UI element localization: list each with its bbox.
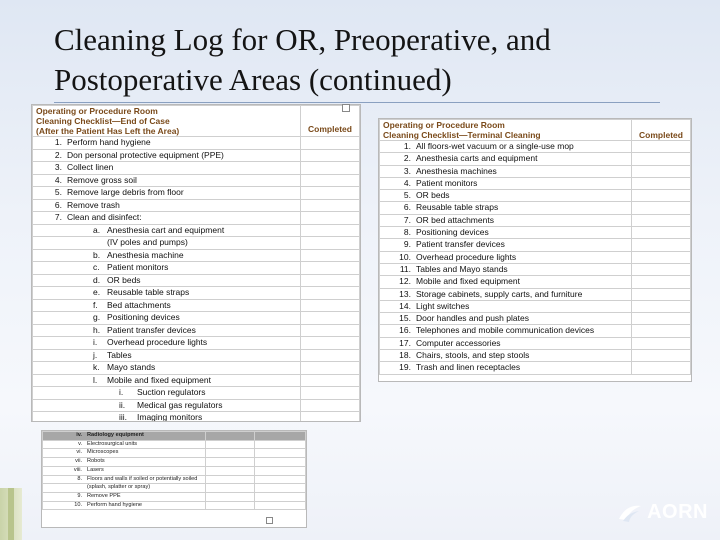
checklist-row [380, 251, 691, 263]
item-number: 6. [380, 202, 414, 214]
checklist-row [33, 349, 360, 362]
completed-checkbox-cell[interactable] [632, 276, 691, 288]
checklist-row [380, 214, 691, 226]
item-number: i. [119, 387, 124, 397]
completed-checkbox-cell[interactable] [301, 374, 360, 387]
checklist-row [380, 300, 691, 312]
item-text: Perform hand hygiene [84, 501, 206, 510]
item-text: Tables [107, 349, 132, 360]
item-number: 9. [43, 492, 85, 501]
item-text: Light switches [413, 300, 632, 312]
item-number: viii. [43, 466, 85, 475]
item-number: h. [93, 324, 101, 335]
item-number: 6. [33, 199, 65, 212]
item-number: 4. [33, 174, 65, 187]
item-text-cell [64, 237, 301, 250]
checklist-row [380, 177, 691, 189]
item-number: a. [93, 224, 101, 235]
item-text: Collect linen [67, 162, 114, 172]
item-number: 15. [380, 313, 414, 325]
completed-checkbox-cell[interactable] [301, 137, 360, 150]
item-number [33, 249, 65, 262]
item-text [67, 300, 297, 312]
completed-checkbox-cell[interactable] [632, 362, 691, 374]
completed-checkbox-cell[interactable] [301, 274, 360, 287]
completed-checkbox-cell[interactable] [301, 387, 360, 400]
item-text [67, 325, 297, 337]
item-text [67, 350, 297, 362]
item-number: 2. [380, 153, 414, 165]
item-text: Mobile and fixed equipment [413, 276, 632, 288]
completed-checkbox-cell[interactable] [206, 484, 255, 493]
item-text [67, 275, 297, 287]
terminal-cleaning-table [379, 119, 691, 375]
item-number [33, 374, 65, 387]
checklist-row [380, 153, 691, 165]
item-number: iv. [43, 432, 85, 441]
item-number [33, 262, 65, 275]
item-number: i. [93, 337, 98, 347]
decorative-left-bar-accent [8, 488, 14, 540]
item-number: 1. [380, 141, 414, 153]
completed-checkbox-cell[interactable] [255, 466, 306, 475]
completed-checkbox-cell[interactable] [632, 165, 691, 177]
completed-checkbox-cell[interactable] [632, 202, 691, 214]
item-number: iii. [119, 412, 128, 422]
item-text: Chairs, stools, and step stools [413, 350, 632, 362]
item-number: 17. [380, 337, 414, 349]
checklist-row [33, 274, 360, 287]
item-number: 16. [380, 325, 414, 337]
completed-checkbox-cell[interactable] [301, 349, 360, 362]
item-text: Trash and linen receptacles [413, 362, 632, 374]
checklist-row [380, 288, 691, 300]
completed-checkbox-cell[interactable] [301, 324, 360, 337]
item-text [67, 387, 297, 399]
completed-checkbox-cell[interactable] [255, 449, 306, 458]
checklist-row [43, 432, 306, 441]
checklist-row [33, 174, 360, 187]
item-text: Remove gross soil [67, 174, 137, 185]
completed-checkbox-cell[interactable] [632, 325, 691, 337]
item-text-cell [64, 137, 301, 150]
completed-checkbox-cell[interactable] [632, 214, 691, 226]
item-number: 18. [380, 350, 414, 362]
item-number [33, 312, 65, 325]
checklist-row [33, 412, 360, 423]
checklist-row [43, 458, 306, 467]
terminal-cleaning-header-line: Cleaning Checklist—Terminal Cleaning [383, 130, 541, 140]
item-number: vii. [43, 458, 85, 467]
aorn-logo-text: AORN [647, 501, 708, 523]
completed-checkbox-cell[interactable] [301, 199, 360, 212]
item-text [67, 362, 297, 374]
completed-checkbox-cell[interactable] [632, 177, 691, 189]
table-resize-handle [266, 517, 273, 524]
completed-checkbox-cell[interactable] [632, 300, 691, 312]
item-number [33, 337, 65, 350]
item-number: l. [93, 374, 98, 385]
item-text-cell [64, 349, 301, 362]
item-number [33, 412, 65, 423]
completed-checkbox-cell[interactable] [255, 475, 306, 484]
item-text [67, 237, 297, 249]
completed-checkbox-cell[interactable] [301, 249, 360, 262]
item-text: Positioning devices [413, 227, 632, 239]
item-number: vi. [43, 449, 85, 458]
item-text: Bed attachments [107, 299, 171, 310]
aorn-swoosh-icon [617, 503, 643, 523]
item-text: Imaging monitors [137, 412, 203, 422]
item-text: (IV poles and pumps) [107, 237, 188, 247]
completed-checkbox-cell[interactable] [301, 224, 360, 237]
item-number [33, 324, 65, 337]
item-number: j. [93, 349, 98, 360]
completed-checkbox-cell[interactable] [206, 475, 255, 484]
item-number: 12. [380, 276, 414, 288]
completed-checkbox-cell[interactable] [255, 458, 306, 467]
item-number: 3. [33, 162, 65, 175]
completed-checkbox-cell[interactable] [255, 484, 306, 493]
item-text [67, 312, 297, 324]
item-text-cell [64, 249, 301, 262]
checklist-row [33, 262, 360, 275]
checklist-row [33, 337, 360, 350]
end-of-case-header-line: Cleaning Checklist—End of Case [36, 116, 170, 126]
checklist-row [380, 337, 691, 349]
item-number: 19. [380, 362, 414, 374]
checklist-row [33, 299, 360, 312]
completed-checkbox-cell[interactable] [255, 440, 306, 449]
item-text: Perform hand hygiene [67, 137, 151, 147]
checklist-row [380, 313, 691, 325]
item-text: Radiology equipment [84, 432, 206, 441]
checklist-row [380, 141, 691, 153]
checklist-row [43, 449, 306, 458]
end-of-case-checklist [31, 104, 361, 422]
completed-checkbox-cell[interactable] [632, 251, 691, 263]
item-text [67, 225, 297, 237]
completed-checkbox-cell[interactable] [632, 288, 691, 300]
item-number: d. [93, 274, 101, 285]
item-number: 7. [33, 212, 65, 225]
completed-checkbox-cell[interactable] [206, 432, 255, 441]
checklist-row [380, 350, 691, 362]
completed-checkbox-cell[interactable] [206, 466, 255, 475]
checklist-row [380, 263, 691, 275]
checklist-row [33, 249, 360, 262]
item-number [33, 299, 65, 312]
item-number: 10. [43, 501, 85, 510]
completed-checkbox-cell[interactable] [632, 350, 691, 362]
item-number [33, 387, 65, 400]
item-text: Patient monitors [413, 177, 632, 189]
item-number [33, 349, 65, 362]
item-text-cell [64, 274, 301, 287]
item-text [67, 400, 297, 412]
item-text-cell [64, 287, 301, 300]
item-text: Anesthesia machines [413, 165, 632, 177]
item-text: OR beds [413, 190, 632, 202]
checklist-row [33, 149, 360, 162]
item-text: Robots [84, 458, 206, 467]
completed-checkbox-cell[interactable] [301, 399, 360, 412]
item-text: Positioning devices [107, 312, 180, 322]
item-text [67, 412, 297, 422]
checklist-row [43, 440, 306, 449]
completed-checkbox-cell[interactable] [301, 162, 360, 175]
item-text-cell [64, 199, 301, 212]
checklist-row [33, 137, 360, 150]
item-text: Mayo stands [107, 362, 156, 372]
item-text [67, 287, 297, 299]
item-text: Patient transfer devices [107, 324, 196, 335]
checklist-row [43, 501, 306, 510]
item-number [43, 484, 85, 493]
item-text-cell [64, 299, 301, 312]
terminal-cleaning-checklist [378, 118, 692, 382]
item-number: 4. [380, 177, 414, 189]
completed-checkbox-cell[interactable] [206, 458, 255, 467]
item-text: Door handles and push plates [413, 313, 632, 325]
item-text: Lasers [84, 466, 206, 475]
checklist-row [380, 276, 691, 288]
item-text: All floors-wet vacuum or a single-use mop [413, 141, 632, 153]
item-number: k. [93, 362, 100, 372]
checklist-row [380, 202, 691, 214]
item-text: Storage cabinets, supply carts, and furniture [413, 288, 632, 300]
item-text: Clean and disinfect: [67, 212, 142, 222]
item-text: Remove PPE [84, 492, 206, 501]
completed-checkbox-cell[interactable] [632, 263, 691, 275]
item-number: 14. [380, 300, 414, 312]
aorn-logo [617, 501, 708, 524]
completed-checkbox-cell[interactable] [632, 239, 691, 251]
terminal-cleaning-header [380, 120, 691, 141]
item-number [33, 362, 65, 375]
item-text [67, 250, 297, 262]
completed-checkbox-cell[interactable] [255, 432, 306, 441]
title-divider [54, 102, 660, 103]
item-number: 8. [380, 227, 414, 239]
item-text: Anesthesia cart and equipment [107, 224, 225, 235]
completed-checkbox-cell[interactable] [301, 287, 360, 300]
item-number: 13. [380, 288, 414, 300]
item-text-cell [64, 162, 301, 175]
terminal-cleaning-completed-header: Completed [632, 120, 691, 141]
checklist-row [43, 466, 306, 475]
checklist-row [380, 190, 691, 202]
end-of-case-continued-table [42, 431, 306, 510]
completed-checkbox-cell[interactable] [301, 149, 360, 162]
completed-checkbox-cell[interactable] [632, 190, 691, 202]
item-text [67, 375, 297, 387]
item-text-cell [64, 324, 301, 337]
item-text: Reusable table straps [107, 287, 190, 297]
item-text: Computer accessories [413, 337, 632, 349]
item-text-cell [64, 187, 301, 200]
checklist-row [33, 187, 360, 200]
item-text-cell [64, 149, 301, 162]
checklist-row [380, 165, 691, 177]
item-number: 5. [380, 190, 414, 202]
completed-checkbox-cell[interactable] [206, 440, 255, 449]
checklist-row [33, 287, 360, 300]
completed-checkbox-cell[interactable] [301, 362, 360, 375]
item-number [33, 399, 65, 412]
item-number: 8. [43, 475, 85, 484]
item-text-cell [64, 412, 301, 423]
item-text: Telephones and mobile communication devices [413, 325, 632, 337]
item-number [33, 237, 65, 250]
end-of-case-header-line: (After the Patient Has Left the Area) [36, 126, 180, 136]
item-text: Anesthesia machine [107, 249, 184, 260]
item-number [33, 287, 65, 300]
checklist-row [33, 212, 360, 225]
item-text-cell [64, 312, 301, 325]
completed-checkbox-cell[interactable] [206, 449, 255, 458]
item-number: b. [93, 249, 101, 260]
item-text: Remove trash [67, 199, 120, 210]
completed-checkbox-cell[interactable] [301, 212, 360, 225]
checklist-row [33, 324, 360, 337]
item-number [33, 224, 65, 237]
completed-checkbox-cell[interactable] [301, 312, 360, 325]
checklist-row [380, 239, 691, 251]
checklist-row [33, 312, 360, 325]
completed-checkbox-cell[interactable] [301, 174, 360, 187]
completed-checkbox-cell[interactable] [632, 141, 691, 153]
item-text: Electrosurgical units [84, 440, 206, 449]
completed-checkbox-cell[interactable] [255, 492, 306, 501]
item-number: v. [43, 440, 85, 449]
item-number: 2. [33, 149, 65, 162]
completed-checkbox-cell[interactable] [301, 412, 360, 423]
item-text: Overhead procedure lights [413, 251, 632, 263]
item-text: Remove large debris from floor [67, 187, 184, 197]
item-text: OR bed attachments [413, 214, 632, 226]
item-number: f. [93, 299, 98, 310]
item-text: Microscopes [84, 449, 206, 458]
item-number: 10. [380, 251, 414, 263]
completed-checkbox-cell[interactable] [206, 492, 255, 501]
item-text: Patient monitors [107, 262, 169, 272]
item-number: g. [93, 312, 101, 322]
item-text: Don personal protective equipment (PPE) [67, 149, 224, 160]
item-number [33, 274, 65, 287]
item-number: c. [93, 262, 100, 272]
item-text: Floors and walls if soiled or potentially soiled [84, 475, 206, 484]
end-of-case-header-line: Operating or Procedure Room [36, 106, 158, 116]
checklist-row [33, 362, 360, 375]
item-text: Overhead procedure lights [107, 337, 208, 347]
checklist-row [380, 227, 691, 239]
end-of-case-completed-header: Completed [301, 106, 360, 137]
completed-checkbox-cell[interactable] [632, 337, 691, 349]
end-of-case-checklist-continued [41, 430, 307, 528]
checklist-row [380, 325, 691, 337]
item-text-cell [64, 399, 301, 412]
item-text-cell [64, 212, 301, 225]
checklist-row [33, 224, 360, 237]
checklist-row [33, 374, 360, 387]
item-text: Suction regulators [137, 387, 206, 397]
item-text: Patient transfer devices [413, 239, 632, 251]
end-of-case-table [32, 105, 360, 422]
item-text: Mobile and fixed equipment [107, 374, 211, 385]
item-number: 11. [380, 263, 414, 275]
completed-checkbox-cell[interactable] [301, 299, 360, 312]
checklist-row [33, 199, 360, 212]
checklist-row [43, 475, 306, 484]
item-text-cell [64, 337, 301, 350]
checklist-row [43, 484, 306, 493]
item-text [67, 262, 297, 274]
checklist-row [33, 162, 360, 175]
item-number: 5. [33, 187, 65, 200]
item-text-cell [64, 374, 301, 387]
checklist-row [33, 387, 360, 400]
item-number: ii. [119, 399, 126, 410]
item-text-cell [64, 262, 301, 275]
completed-checkbox-cell[interactable] [301, 337, 360, 350]
end-of-case-header-title [33, 106, 301, 137]
completed-checkbox-cell[interactable] [632, 227, 691, 239]
checklist-row [33, 399, 360, 412]
completed-checkbox-cell[interactable] [301, 187, 360, 200]
item-number: 1. [33, 137, 65, 150]
item-number: 9. [380, 239, 414, 251]
checklist-row [43, 492, 306, 501]
item-text: Medical gas regulators [137, 399, 223, 410]
item-text-cell [64, 362, 301, 375]
item-text: Anesthesia carts and equipment [413, 153, 632, 165]
item-text-cell [64, 387, 301, 400]
completed-checkbox-cell[interactable] [632, 153, 691, 165]
completed-checkbox-cell[interactable] [301, 262, 360, 275]
completed-checkbox-cell[interactable] [301, 237, 360, 250]
completed-checkbox-cell[interactable] [206, 501, 255, 510]
item-text-cell [64, 174, 301, 187]
completed-checkbox-cell[interactable] [255, 501, 306, 510]
item-text: Reusable table straps [413, 202, 632, 214]
terminal-cleaning-header-line: Operating or Procedure Room [383, 120, 505, 130]
item-text: OR beds [107, 274, 141, 285]
item-text: (splash, splatter or spray) [84, 484, 206, 493]
item-text: Tables and Mayo stands [413, 263, 632, 275]
end-of-case-header [33, 106, 360, 137]
item-text-cell [64, 224, 301, 237]
table-resize-handle [342, 104, 350, 112]
item-number: 3. [380, 165, 414, 177]
checklist-row [380, 362, 691, 374]
checklist-row [33, 237, 360, 250]
item-text [67, 337, 297, 349]
completed-checkbox-cell[interactable] [632, 313, 691, 325]
item-number: e. [93, 287, 101, 297]
terminal-cleaning-header-title [380, 120, 632, 141]
item-number: 7. [380, 214, 414, 226]
slide-title: Cleaning Log for OR, Preoperative, and Postoperative Areas (continued) [54, 22, 551, 97]
